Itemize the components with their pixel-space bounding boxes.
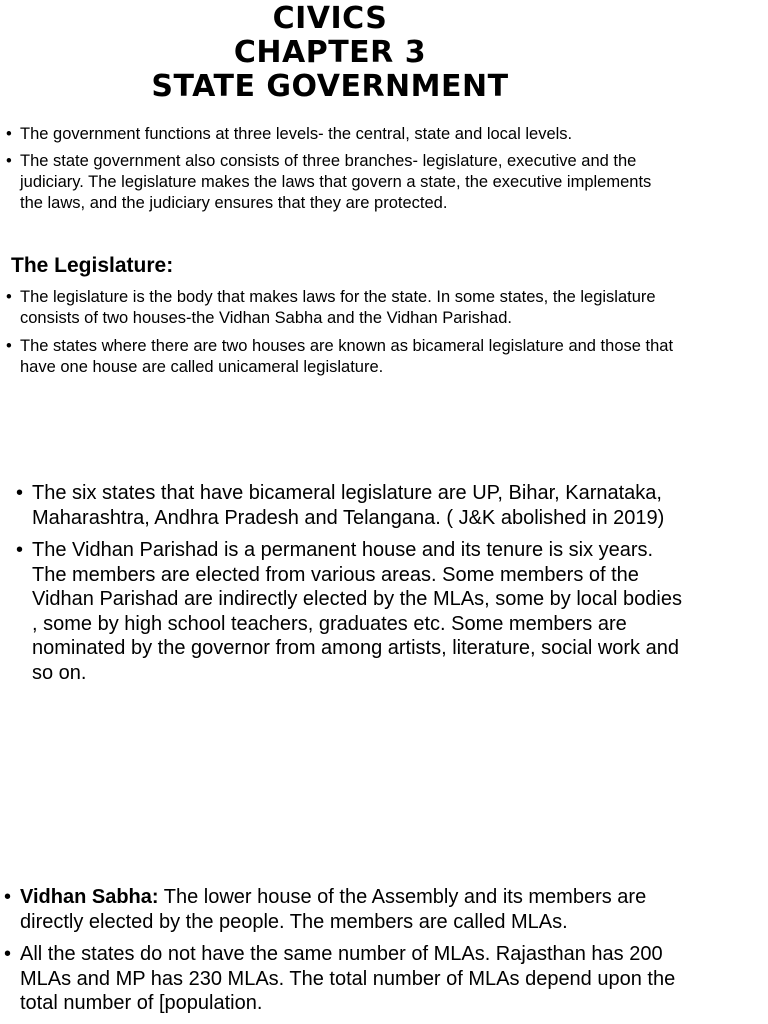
vidhan-sabha-label: Vidhan Sabha: bbox=[20, 886, 159, 908]
list-item: • The government functions at three levels- the central, state and local levels. bbox=[6, 124, 676, 145]
legislature-bullet-list bbox=[6, 287, 676, 385]
bicameral-bullet-list bbox=[16, 481, 688, 693]
title-line-chapter: CHAPTER 3 bbox=[233, 35, 427, 70]
legislature-heading: The Legislature: bbox=[11, 254, 174, 277]
list-item bbox=[4, 885, 704, 934]
title-line-topic: STATE GOVERNMENT bbox=[151, 69, 509, 104]
list-item: • All the states do not have the same number of MLAs. Rajasthan has 200 MLAs and MP has 230 MLAs. The total number of MLAs depend upon the total number of [population. bbox=[4, 942, 704, 1016]
vidhan-sabha-text: The lower house of the Assembly and its members are directly elected by the people. The members are called MLAs. bbox=[20, 886, 647, 933]
list-item: • The legislature is the body that makes laws for the state. In some states, the legislature consists of two houses-the Vidhan Sabha and the Vidhan Parishad. bbox=[6, 287, 676, 329]
list-item: • The state government also consists of three branches- legislature, executive and the judiciary. The legislature makes the laws that govern a state, the executive implements the laws, and the judiciary ensures that they are protected. bbox=[6, 151, 676, 214]
list-item: • The states where there are two houses are known as bicameral legislature and those that have one house are called unicameral legislature. bbox=[6, 336, 676, 378]
intro-bullet-list bbox=[6, 124, 676, 220]
page-title bbox=[0, 2, 660, 104]
list-item: • The six states that have bicameral legislature are UP, Bihar, Karnataka, Maharashtra, Andhra Pradesh and Telangana. ( J&K abolished in 2019) bbox=[16, 481, 688, 530]
list-item: • The Vidhan Parishad is a permanent house and its tenure is six years. The members are elected from various areas. Some members of the Vidhan Parishad are indirectly elected by the MLAs, some by local bodies , some by high school teachers, graduates etc. Some members are nominated by the governor from among artists, literature, social work and so on. bbox=[16, 538, 688, 685]
vidhan-sabha-bullet-list bbox=[4, 885, 704, 1024]
title-line-subject: CIVICS bbox=[272, 1, 388, 36]
